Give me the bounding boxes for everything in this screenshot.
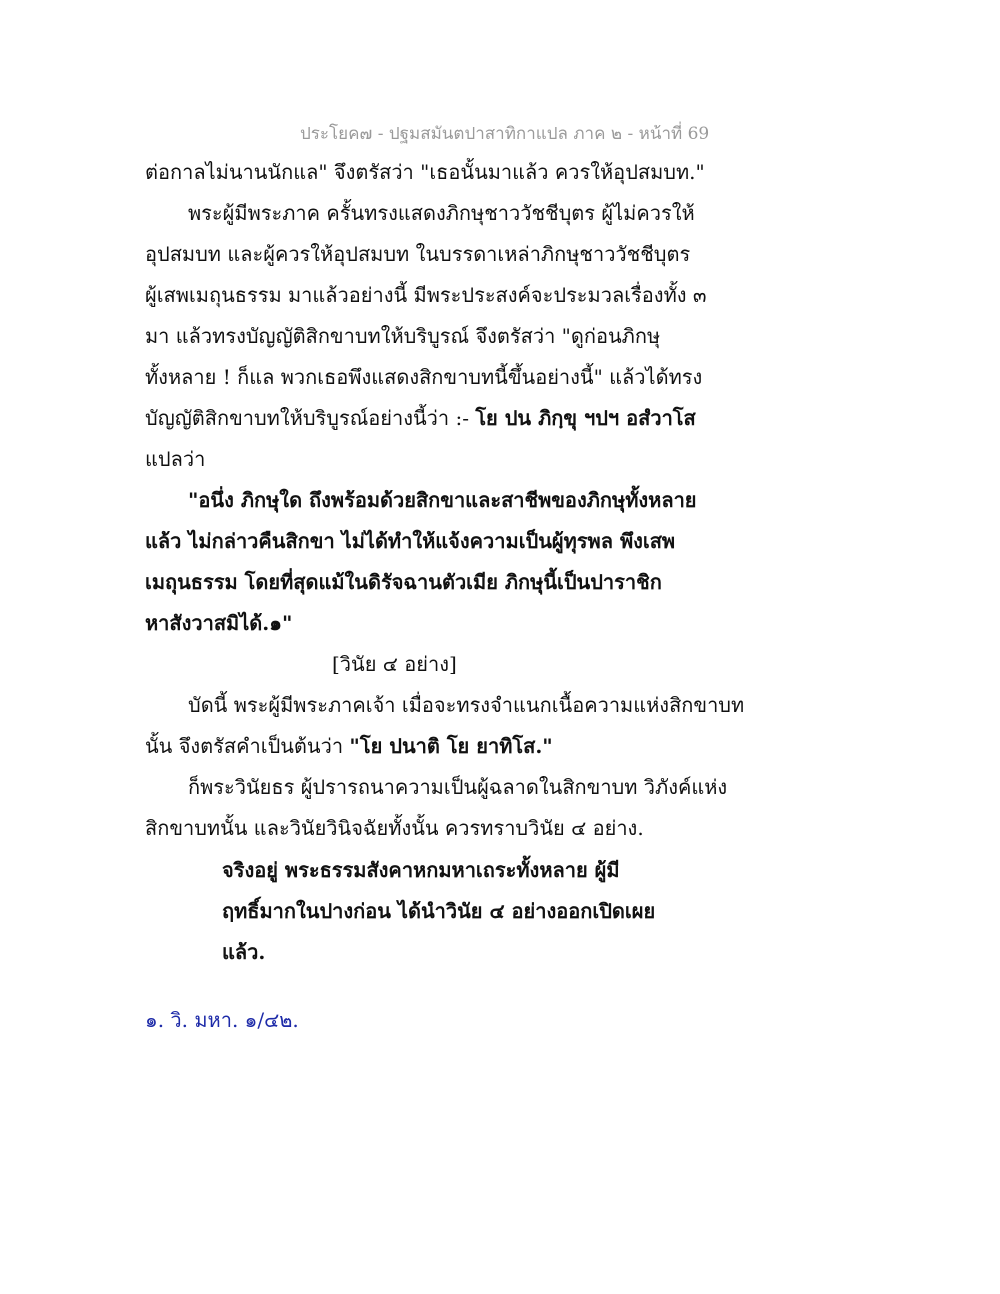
footnote: ๑. วิ. มหา. ๑/๔๒. <box>145 1008 299 1032</box>
verse-line-2: ฤทธิ์มากในปางก่อน ได้นำวินัย ๔ อย่างออกเปิดเผย <box>222 899 656 923</box>
paragraph-2-line-5: ทั้งหลาย ! ก็แล พวกเธอพึงแสดงสิกขาบทนี้ขึ้นอย่างนี้" แล้วได้ทรง <box>145 365 703 389</box>
rule-line-4: หาสังวาสมิได้.๑" <box>145 611 293 635</box>
paragraph-3-line-2 <box>145 732 553 760</box>
paragraph-2-line-2: อุปสมบท และผู้ควรให้อุปสมบท ในบรรดาเหล่าภิกษุชาววัชชีบุตร <box>145 242 691 266</box>
paragraph-4-line-2: สิกขาบทนั้น และวินัยวินิจฉัยทั้งนั้น ควรทราบวินัย ๔ อย่าง. <box>145 816 644 840</box>
rule-line-3: เมถุนธรรม โดยที่สุดแม้ในดิรัจฉานตัวเมีย ภิกษุนี้เป็นปาราชิก <box>145 570 662 594</box>
rule-line-1: "อนึ่ง ภิกษุใด ถึงพร้อมด้วยสิกขาและสาชีพของภิกษุทั้งหลาย <box>188 488 697 512</box>
verse-line-1: จริงอยู่ พระธรรมสังคาหกมหาเถระทั้งหลาย ผู้มี <box>222 858 620 882</box>
paragraph-2-line-6 <box>145 404 696 432</box>
paragraph-4-line-1: ก็พระวินัยธร ผู้ปรารถนาความเป็นผู้ฉลาดในสิกขาบท วิภังค์แห่ง <box>188 775 728 799</box>
verse-line-3: แล้ว. <box>222 940 266 964</box>
paragraph-1-line-1: ต่อกาลไม่นานนักแล" จึงตรัสว่า "เธอนั้นมาแล้ว ควรให้อุปสมบท." <box>145 160 705 184</box>
pali-rule-quote: โย ปน ภิกฺขุ ฯปฯ อสํวาโส <box>475 406 696 430</box>
paragraph-2-line-7: แปลว่า <box>145 447 206 471</box>
pali-quote: "โย ปนาติ โย ยาทิโส." <box>349 734 553 758</box>
paragraph-2-line-4: มา แล้วทรงบัญญัติสิกขาบทให้บริบูรณ์ จึงตรัสว่า "ดูก่อนภิกษุ <box>145 324 661 348</box>
running-head: ประโยค๗ - ปฐมสมันตปาสาทิกาแปล ภาค ๒ - หน้าที่ 69 <box>300 124 710 144</box>
paragraph-2-line-1: พระผู้มีพระภาค ครั้นทรงแสดงภิกษุชาววัชชีบุตร ผู้ไม่ควรให้ <box>188 201 695 225</box>
rule-line-2: แล้ว ไม่กล่าวคืนสิกขา ไม่ได้ทำให้แจ้งความเป็นผู้ทุรพล พึงเสพ <box>145 529 676 553</box>
paragraph-2-line-6-text: บัญญัติสิกขาบทให้บริบูรณ์อย่างนี้ว่า :- <box>145 406 476 430</box>
section-title: [วินัย ๔ อย่าง] <box>332 652 457 676</box>
paragraph-3-line-2-text: นั้น จึงตรัสคำเป็นต้นว่า <box>145 734 350 758</box>
paragraph-2-line-3: ผู้เสพเมถุนธรรม มาแล้วอย่างนี้ มีพระประสงค์จะประมวลเรื่องทั้ง ๓ <box>145 283 707 307</box>
paragraph-3-line-1: บัดนี้ พระผู้มีพระภาคเจ้า เมื่อจะทรงจำแนกเนื้อความแห่งสิกขาบท <box>188 693 745 717</box>
